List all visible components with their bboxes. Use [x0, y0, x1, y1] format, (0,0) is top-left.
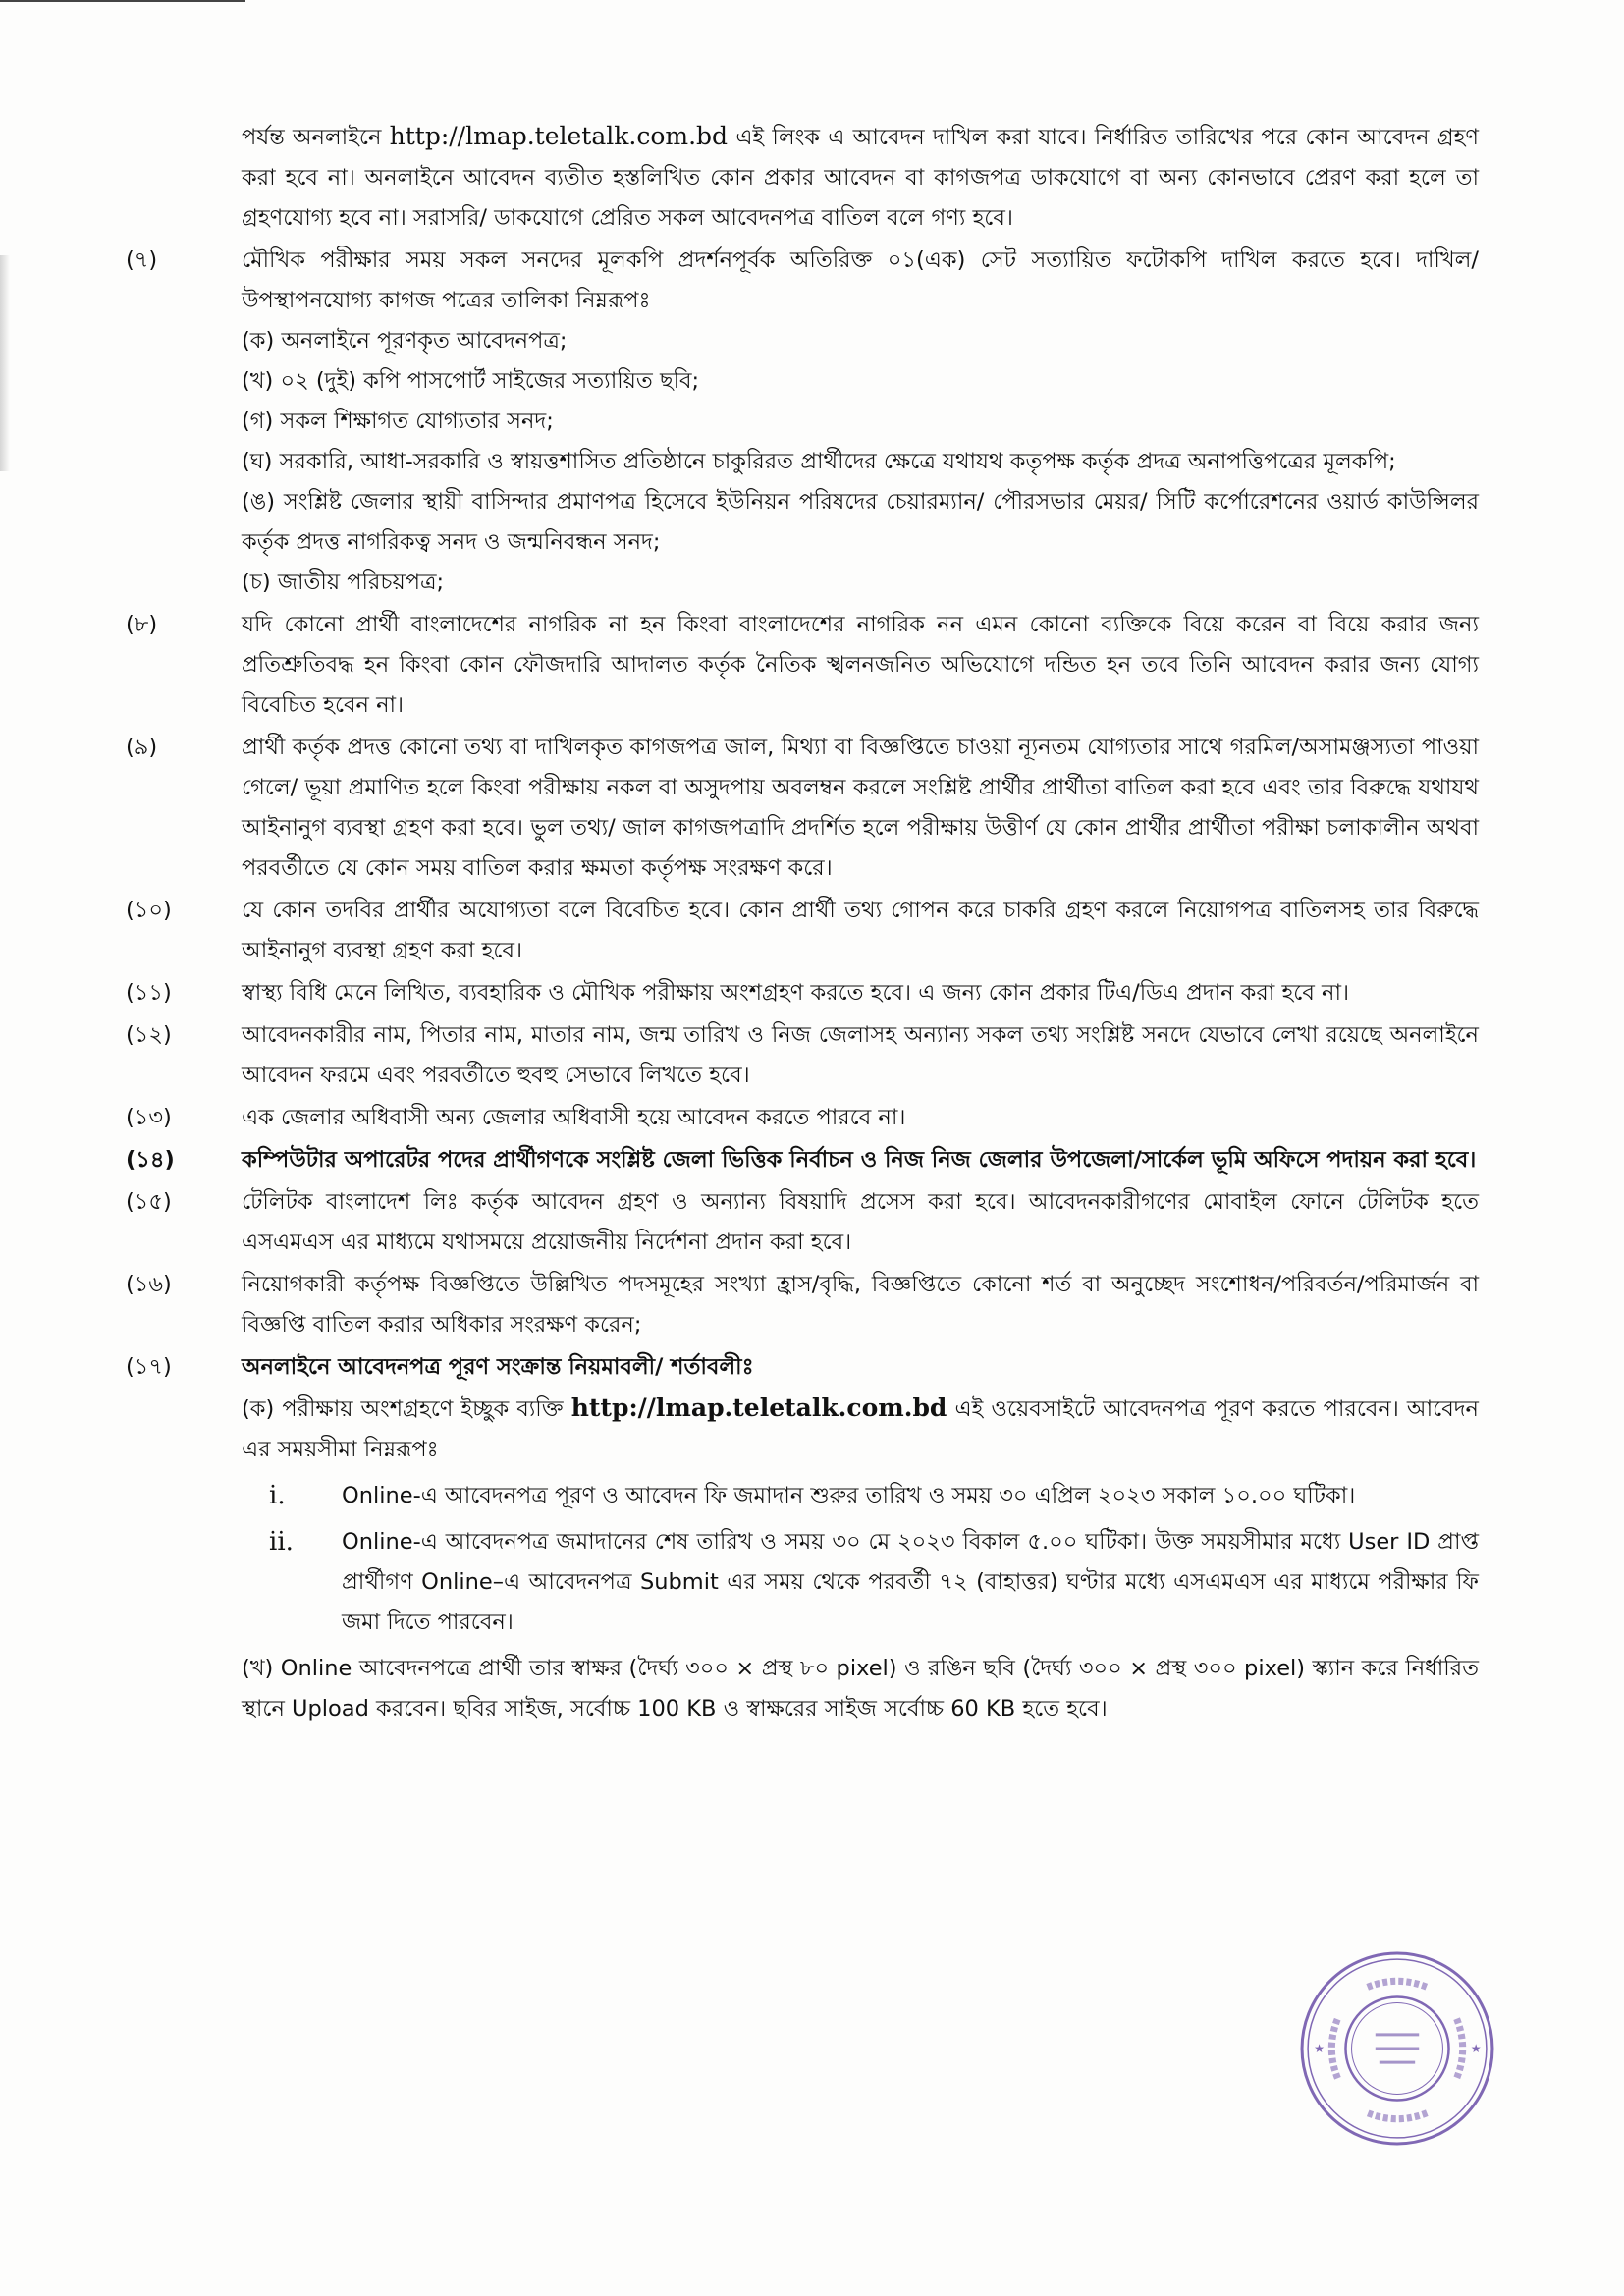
apply-link[interactable]: http://lmap.teletalk.com.bd	[389, 122, 729, 150]
item-text: প্রার্থী কর্তৃক প্রদত্ত কোনো তথ্য বা দাখিলকৃত কাগজপত্র জাল, মিথ্যা বা বিজ্ঞপ্তিতে চাওয়া ন্যূনতম যোগ্যতার সাথে গরমিল/অসামঞ্জস্যতা পাওয়া গেলে/ ভূয়া প্রমাণিত হলে কিংবা পরীক্ষায় নকল বা অসুদপায় অবলম্বন করলে সংশ্লিষ্ট প্রার্থীর প্রার্থীতা বাতিল করা হবে এবং তার বিরুদ্ধে যথাযথ আইনানুগ ব্যবস্থা গ্রহণ করা হবে। ভুল তথ্য/ জাল কাগজপত্রাদি প্রদর্শিত হলে পরীক্ষায় উত্তীর্ণ যে কোন প্রার্থীর প্রার্থীতা পরীক্ষা চলাকালীন অথবা পরবর্তীতে যে কোন সময় বাতিল করার ক্ষমতা কর্তৃপক্ষ সংরক্ষণ করে।	[242, 735, 1479, 881]
sub-text: (ক) পরীক্ষায় অংশগ্রহণে ইচ্ছুক ব্যক্তি	[242, 1396, 571, 1422]
schedule-text: Online-এ আবেদনপত্র পূরণ ও আবেদন ফি জমাদান শুরুর তারিখ ও সময় ৩০ এপ্রিল ২০২৩ সকাল ১০.০০ ঘটিকা।	[342, 1483, 1356, 1508]
item-text: যে কোন তদবির প্রার্থীর অযোগ্যতা বলে বিবেচিত হবে। কোন প্রার্থী তথ্য গোপন করে চাকরি গ্রহণ করলে নিয়োগপত্র বাতিলসহ তার বিরুদ্ধে আইনানুগ ব্যবস্থা গ্রহণ করা হবে।	[242, 898, 1479, 963]
list-item-16	[126, 1265, 1479, 1345]
intro-text-a: পর্যন্ত অনলাইনে	[242, 125, 390, 150]
sub-item: (গ) সকল শিক্ষাগত যোগ্যতার সনদ;	[242, 409, 554, 434]
item-text: মৌখিক পরীক্ষার সময় সকল সনদের মূলকপি প্রদর্শনপূর্বক অতিরিক্ত ০১(এক) সেট সত্যায়িত ফটোকপি দাখিল করতে হবে। দাখিল/উপস্থাপনযোগ্য কাগজ পত্রের তালিকা নিম্নরূপঃ	[242, 247, 1479, 313]
sub-item: (ক) অনলাইনে পূরণকৃত আবেদনপত্র;	[242, 328, 568, 354]
sub-item: (খ) ০২ (দুই) কপি পাসপোর্ট সাইজের সত্যায়িত ছবি;	[242, 368, 700, 394]
sub-text: এই ওয়েবসাইটে আবেদনপত্র পূরণ করতে পারবেন। আবেদন এর সময়সীমা নিম্নরূপঃ	[242, 1396, 1479, 1462]
roman-numeral: i.	[269, 1481, 286, 1510]
item-number: (১২)	[126, 1022, 172, 1048]
intro-paragraph	[242, 116, 1479, 239]
item-number: (১০)	[126, 898, 172, 923]
list-item-9	[126, 728, 1479, 889]
svg-text:★: ★	[1314, 2042, 1326, 2056]
scan-edge-line	[0, 0, 245, 2]
document-content	[126, 116, 1479, 1729]
item-text: যদি কোনো প্রার্থী বাংলাদেশের নাগরিক না হন কিংবা বাংলাদেশের নাগরিক নন এমন কোনো ব্যক্তিকে বিয়ে করেন বা বিয়ে করার জন্য প্রতিশ্রুতিবদ্ধ হন কিংবা কোন ফৌজদারি আদালত কর্তৃক নৈতিক স্খলনজনিত অভিযোগে দন্ডিত হন তবে তিনি আবেদন করার জন্য যোগ্য বিবেচিত হবেন না।	[242, 612, 1479, 718]
item-text: আবেদনকারীর নাম, পিতার নাম, মাতার নাম, জন্ম তারিখ ও নিজ জেলাসহ অন্যান্য সকল তথ্য সংশ্লিষ্ট সনদে যেভাবে লেখা রয়েছে অনলাইনে আবেদন ফরমে এবং পরবর্তীতে হুবহু সেভাবে লিখতে হবে।	[242, 1022, 1479, 1088]
item-number: (১৫)	[126, 1189, 172, 1215]
list-item-15	[126, 1182, 1479, 1263]
item-text: এক জেলার অধিবাসী অন্য জেলার অধিবাসী হয়ে আবেদন করতে পারবে না।	[242, 1105, 906, 1130]
item-text: নিয়োগকারী কর্তৃপক্ষ বিজ্ঞপ্তিতে উল্লিখিত পদসমূহের সংখ্যা হ্রাস/বৃদ্ধি, বিজ্ঞপ্তিতে কোনো শর্ত বা অনুচ্ছেদ সংশোধন/পরিবর্তন/পরিমার্জন বা বিজ্ঞপ্তি বাতিল করার অধিকার সংরক্ষণ করেন;	[242, 1272, 1479, 1338]
list-item-17	[126, 1347, 1479, 1729]
section-heading: অনলাইনে আবেদনপত্র পূরণ সংক্রান্ত নিয়মাবলী/ শর্তাবলীঃ	[242, 1354, 754, 1380]
sub-item-ka	[242, 1388, 1479, 1470]
sub-item-kha: (খ) Online আবেদনপত্রে প্রার্থী তার স্বাক্ষর (দৈর্ঘ্য ৩০০ × প্রস্থ ৮০ pixel) ও রঙিন ছবি (দৈর্ঘ্য ৩০০ × প্রস্থ ৩০০ pixel) স্ক্যান করে নির্ধারিত স্থানে Upload করবেন। ছবির সাইজ, সর্বোচ্চ 100 KB ও স্বাক্ষরের সাইজ সর্বোচ্চ 60 KB হতে হবে।	[242, 1656, 1479, 1722]
list-item-10	[126, 891, 1479, 971]
item-text: টেলিটক বাংলাদেশ লিঃ কর্তৃক আবেদন গ্রহণ ও অন্যান্য বিষয়াদি প্রসেস করা হবে। আবেদনকারীগণের মোবাইল ফোনে টেলিটক হতে এসএমএস এর মাধ্যমে যথাসময়ে প্রয়োজনীয় নির্দেশনা প্রদান করা হবে।	[242, 1189, 1479, 1255]
sub-item: (চ) জাতীয় পরিচয়পত্র;	[242, 570, 445, 595]
item-number: (১৭)	[126, 1354, 172, 1380]
item-text: স্বাস্থ্য বিধি মেনে লিখিত, ব্যবহারিক ও মৌখিক পরীক্ষায় অংশগ্রহণ করতে হবে। এ জন্য কোন প্রকার টিএ/ডিএ প্রদান করা হবে না।	[242, 980, 1350, 1006]
item-number: (৮)	[126, 612, 158, 637]
list-item-11	[126, 973, 1479, 1013]
schedule-item-i	[242, 1476, 1479, 1516]
schedule-text: Online-এ আবেদনপত্র জমাদানের শেষ তারিখ ও সময় ৩০ মে ২০২৩ বিকাল ৫.০০ ঘটিকা। উক্ত সময়সীমার মধ্যে User ID প্রাপ্ত প্রার্থীগণ Online–এ আবেদনপত্র Submit এর সময় থেকে পরবর্তী ৭২ (বাহাত্তর) ঘণ্টার মধ্যে এসএমএস এর মাধ্যমে পরীক্ষার ফি জমা দিতে পারবেন।	[342, 1529, 1479, 1635]
item-number: (৯)	[126, 735, 158, 760]
scan-edge-shadow	[0, 255, 10, 471]
list-item-14	[126, 1140, 1479, 1180]
item-number: (৭)	[126, 247, 158, 273]
list-item-13	[126, 1098, 1479, 1138]
item-number: (১১)	[126, 980, 172, 1006]
roman-numeral: ii.	[269, 1527, 294, 1557]
item-text: কম্পিউটার অপারেটর পদের প্রার্থীগণকে সংশ্লিষ্ট জেলা ভিত্তিক নির্বাচন ও নিজ নিজ জেলার উপজেলা/সার্কেল ভূমি অফিসে পদায়ন করা হবে।	[242, 1147, 1477, 1173]
list-item-8	[126, 605, 1479, 726]
sub-item: (ঘ) সরকারি, আধা-সরকারি ও স্বায়ত্তশাসিত প্রতিষ্ঠানে চাকুরিরত প্রার্থীদের ক্ষেত্রে যথাযথ কতৃপক্ষ কর্তৃক প্রদত্র অনাপত্তিপত্রের মূলকপি;	[242, 449, 1396, 474]
svg-text:★: ★	[1470, 2042, 1482, 2056]
intro-text-b: এই লিংক এ আবেদন দাখিল করা যাবে। নির্ধারিত তারিখের পরে কোন আবেদন গ্রহণ করা হবে না। অনলাইনে আবেদন ব্যতীত হস্তলিখিত কোন প্রকার আবেদন বা কাগজপত্র ডাকযোগে বা অন্য কোনভাবে প্রেরণ করা হলে তা গ্রহণযোগ্য হবে না। সরাসরি/ ডাকযোগে প্রেরিত সকল আবেদনপত্র বাতিল বলে গণ্য হবে।	[242, 125, 1479, 231]
list-item-12	[126, 1015, 1479, 1096]
apply-link[interactable]: http://lmap.teletalk.com.bd	[570, 1394, 947, 1422]
schedule-item-ii	[242, 1522, 1479, 1643]
item-number: (১৩)	[126, 1105, 172, 1130]
list-item-7	[126, 241, 1479, 603]
item-number: (১৪)	[126, 1147, 175, 1173]
official-seal	[1298, 1949, 1496, 2148]
sub-item: (ঙ) সংশ্লিষ্ট জেলার স্থায়ী বাসিন্দার প্রমাণপত্র হিসেবে ইউনিয়ন পরিষদের চেয়ারম্যান/ পৌরসভার মেয়র/ সিটি কর্পোরেশনের ওয়ার্ড কাউন্সিলর কর্তৃক প্রদত্ত নাগরিকত্ব সনদ ও জন্মনিবন্ধন সনদ;	[242, 489, 1479, 555]
item-number: (১৬)	[126, 1272, 172, 1297]
